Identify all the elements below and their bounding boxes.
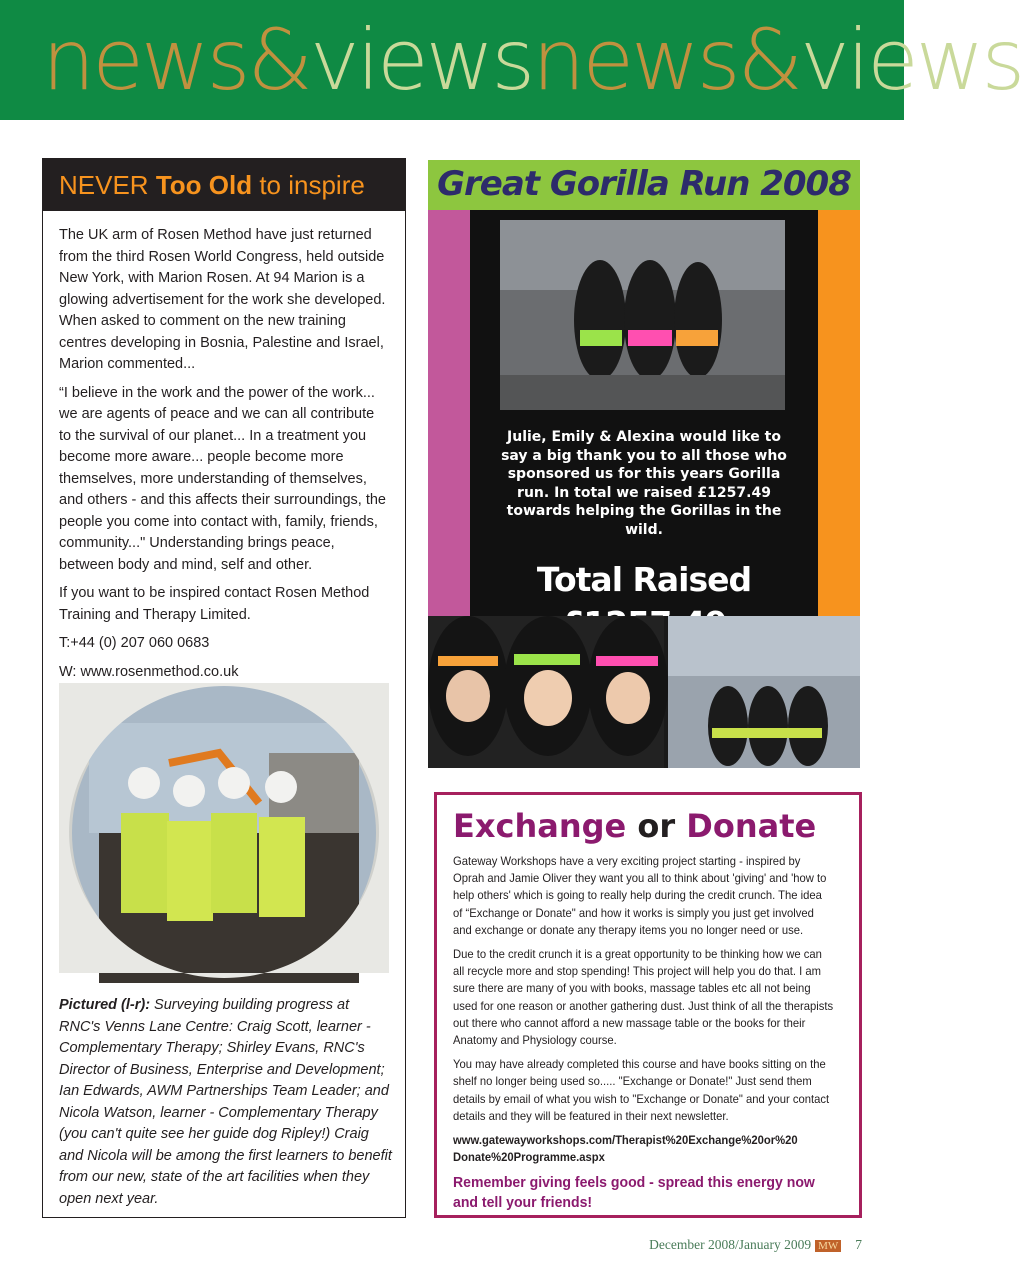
title-amp-1: &: [247, 11, 310, 109]
caption-text: Surveying building progress at RNC's Venns Lane Centre: Craig Scott, learner - Complementary Therapy; Shirley Evans, RNC's Director of Business, Enterprise and Development; Ian Edwards, AWM Partnerships Team Leader; and Nicola Watson, learner - Complementary Therapy (you can't quite see her guide dog Ripley!) Craig and Nicola will be among the first learners to benefit from our new, state of the art facilities when they open next year.: [59, 997, 392, 1207]
heading-never: NEVER: [59, 170, 149, 200]
exchange-or-donate-box: [434, 792, 862, 1218]
site-visit-photo: [59, 683, 389, 973]
article-heading-bar: [43, 159, 405, 211]
exchange-paragraph: Gateway Workshops have a very exciting project starting - inspired by Oprah and Jamie Oliver they want you all to think about 'giving' and 'how to help others' which is going to really help during the credit crunch. The idea of “Exchange or Donate" and how it works is simply you just get involved and exchange or donate any therapy items you no longer need or use.: [453, 855, 827, 937]
caption-lead: Pictured (l-r):: [59, 997, 151, 1013]
contact-website: W: www.rosenmethod.co.uk: [59, 663, 239, 680]
page-number: 7: [855, 1237, 862, 1252]
page-footer: [649, 1236, 862, 1255]
article-paragraph: “I believe in the work and the power of the work... we are agents of peace and we can all contribute to the survival of our planet... In a treatment you become more aware... people become more themselves, more understanding of themselves, and others - and this affects their surroundings, the people you come into contact with, family, friends, community..." Understanding brings peace, between body and mind, self and other.: [59, 384, 386, 573]
poster-bottom-photos: [428, 616, 860, 768]
gateway-workshops-link[interactable]: www.gatewayworkshops.com/Therapist%20Exchange%20or%20 Donate%20Programme.aspx: [453, 1134, 798, 1165]
gorilla-faces-photo: [428, 616, 860, 768]
section-title: [42, 10, 1022, 110]
magazine-badge: MW: [815, 1240, 841, 1252]
article-paragraph: If you want to be inspired contact Rosen Method Training and Therapy Limited.: [59, 585, 370, 623]
heading-exchange: Exchange: [453, 807, 627, 845]
poster-title: Great Gorilla Run 2008: [437, 164, 851, 204]
header-banner: [0, 0, 1022, 120]
heading-or: or: [637, 807, 676, 845]
heading-too-old: Too Old: [155, 170, 253, 200]
exchange-body: [453, 853, 833, 1213]
exchange-paragraph: Due to the credit crunch it is a great opportunity to be thinking how we can all recycle more and stop spending! This project will help you do that. I am sure there are many of you with books, massage tables etc all not being used for one reason or another gathering dust. Just think of all the therapists out there who cannot afford a new massage table or the books for their Anatomy and Physiology course.: [453, 948, 834, 1048]
poster-center-panel: [470, 210, 818, 616]
call-to-action: Remember giving feels good - spread this energy now and tell your friends!: [453, 1175, 815, 1212]
gorilla-runners-photo: [470, 210, 818, 616]
photo-illustration: [59, 683, 389, 973]
article-paragraph: The UK arm of Rosen Method have just returned from the third Rosen World Congress, held outside New York, with Marion Rosen. At 94 Marion is a glowing advertisement for the work she developed. When asked to comment on the new training centres developing in Bosnia, Palestine and Israel, Marion commented...: [59, 227, 386, 372]
poster-thanks-text: Julie, Emily & Alexina would like to say a big thank you to all those who sponsored us for this years Gorilla run. In total we raised £1257.49 towards helping the Gorillas in the wild.: [501, 429, 787, 538]
title-amp-2: &: [737, 11, 801, 109]
title-views-2: views: [800, 11, 1022, 109]
never-too-old-article: [42, 158, 406, 1218]
title-news-1: news: [42, 11, 248, 109]
poster-orange-strip: [818, 210, 860, 616]
poster-pink-strip: [428, 210, 470, 616]
contact-phone: T:+44 (0) 207 060 0683: [59, 635, 210, 651]
heading-to-inspire: to inspire: [259, 170, 365, 200]
photo-caption: [59, 995, 393, 1210]
heading-donate: Donate: [686, 807, 817, 845]
exchange-paragraph: You may have already completed this course and have books sitting on the shelf no longer being used so..... "Exchange or Donate!" Just send them details by email of what you wish to "Exchange or Donate" and your contact details and they will be featured in their next newsletter.: [453, 1058, 830, 1123]
title-news-2: news: [532, 11, 738, 109]
poster-total-raised: Total Raised: [536, 560, 752, 599]
article-heading: [59, 169, 365, 201]
exchange-heading: [453, 805, 816, 847]
gorilla-run-poster: [428, 160, 860, 768]
article-body: [59, 225, 389, 690]
issue-date: December 2008/January 2009: [649, 1237, 812, 1252]
title-views-1: views: [309, 11, 533, 109]
